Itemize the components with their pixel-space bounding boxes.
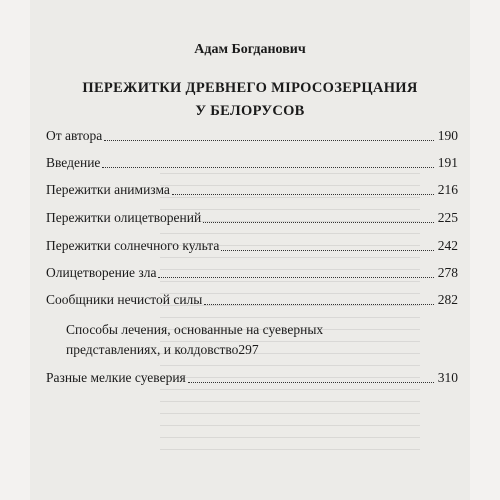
toc-entry-page: 297	[238, 342, 259, 357]
toc-entry-page: 225	[437, 210, 458, 225]
toc-entry-page: 278	[437, 265, 458, 280]
toc-entry-label: От автора	[46, 128, 103, 143]
toc-entry	[46, 153, 458, 173]
dot-leader	[104, 139, 433, 141]
toc-entry-label: Пережитки солнечного культа	[46, 238, 220, 253]
toc-entry-label: Пережитки анимизма	[46, 182, 170, 197]
dot-leader	[188, 381, 434, 383]
dot-leader	[203, 221, 434, 223]
toc-entry-page: 310	[437, 370, 458, 385]
toc-entry-label: Олицетворение зла	[46, 265, 157, 280]
toc-entry	[46, 126, 458, 146]
toc-entry-label: Пережитки олицетворений	[46, 210, 202, 225]
dot-leader	[221, 249, 433, 251]
dot-leader	[204, 303, 433, 305]
toc-entry-page: 242	[437, 238, 458, 253]
table-of-contents	[46, 0, 458, 500]
toc-entry-label: Сообщники нечистой силы	[46, 292, 203, 307]
toc-entry	[46, 368, 458, 388]
book-title-line-2: У БЕЛОРУСОВ	[195, 103, 305, 119]
toc-entry-label-line-2: представлениях, и колдовство	[66, 342, 239, 357]
toc-entry-page: 190	[437, 128, 458, 143]
author-name: Адам Богданович	[194, 42, 306, 57]
toc-entry-label: Введение	[46, 155, 101, 170]
toc-entry	[46, 236, 458, 256]
dot-leader	[172, 193, 434, 195]
book-title-line-1: ПЕРЕЖИТКИ ДРЕВНЕГО МIРОСОЗЕРЦАНИЯ	[82, 80, 418, 96]
toc-entry-page: 282	[437, 292, 458, 307]
toc-entry	[46, 180, 458, 200]
toc-entry-label: Разные мелкие суеверия	[46, 370, 186, 385]
dot-leader	[102, 166, 433, 168]
dot-leader	[158, 276, 433, 278]
toc-entry-label-line-1: Способы лечения, основанные на суеверных	[66, 322, 324, 337]
toc-entry-page: 216	[437, 182, 458, 197]
toc-entry	[46, 263, 458, 283]
toc-entry-page: 191	[437, 155, 458, 170]
toc-entry	[46, 208, 458, 228]
book-page	[30, 0, 470, 500]
toc-entry	[46, 290, 458, 310]
toc-entry	[66, 340, 458, 360]
